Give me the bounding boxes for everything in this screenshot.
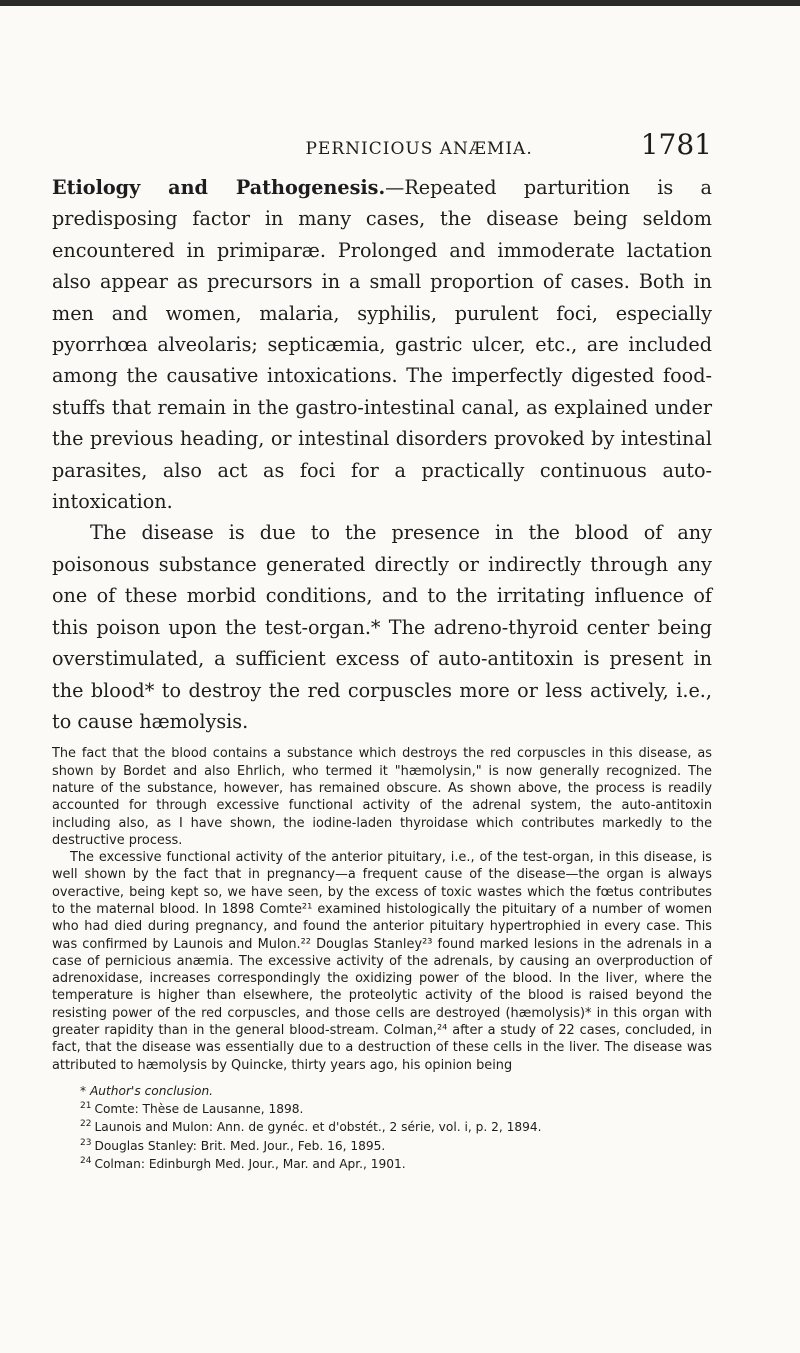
paragraph-cause: The disease is due to the presence in the blood of any poisonous substance generated directly or indirectly through any one of these morbid conditions, and to the irritating influence of this poison upon the test-organ.* The adreno-thyroid center being overstimulated, a sufficient excess of auto-antitoxin is present in the blood* to destroy the red corpuscles more or less actively, i.e., to cause hæmolysis. xyxy=(52,521,712,733)
footnote-mark: * xyxy=(80,1083,87,1098)
footnote-text: Launois and Mulon: Ann. de gynéc. et d'obstét., 2 série, vol. i, p. 2, 1894. xyxy=(94,1120,542,1135)
footnotes xyxy=(52,1084,712,1172)
footnote xyxy=(80,1136,712,1154)
footnote xyxy=(80,1154,712,1172)
small-paragraph-hemolysin: The fact that the blood contains a substance which destroys the red corpuscles in this disease, as shown by Bordet and also Ehrlich, who termed it "hæmolysin," is now generally recognized. The nature of the substance, however, has remained obscure. As shown above, the process is readily accounted for through excessive functional activity of the adrenal system, the auto-antitoxin including also, as I have shown, the iodine-laden thyroidase which contributes markedly to the destructive process. xyxy=(52,746,712,848)
page-number: 1781 xyxy=(640,128,712,161)
footnote xyxy=(80,1084,712,1099)
small-paragraph-pituitary: The excessive functional activity of the anterior pituitary, i.e., of the test-organ, in this disease, is well shown by the fact that in pregnancy—a frequent cause of the disease—the organ is always overactive, being kept so, we have seen, by the excess of toxic wastes which the fœtus contributes to the maternal blood. In 1898 Comte²¹ examined histologically the pituitary of a number of women who had died during pregnancy, and found the anterior pituitary hypertrophied in every case. This was confirmed by Launois and Mulon.²² Douglas Stanley²³ found marked lesions in the adrenals in a case of pernicious anæmia. The excessive activity of the adrenals, by causing an overproduction of adrenoxidase, increases correspondingly the oxidizing power of the blood. In the liver, where the temperature is higher than elsewhere, the proteolytic activity of the blood is raised beyond the resisting power of the red corpuscles, and those cells are destroyed (hæmolysis)* in this organ with greater rapidity than in the general blood-stream. Colman,²⁴ after a study of 22 cases, concluded, in fact, that the disease was essentially due to a destruction of these cells in the liver. The disease was attributed to hæmolysis by Quincke, thirty years ago, his opinion being xyxy=(52,850,712,1073)
top-border xyxy=(0,0,800,6)
page-header xyxy=(52,128,712,161)
running-title: PERNICIOUS ANÆMIA. xyxy=(305,139,533,159)
footnote-mark: 21 xyxy=(80,1101,92,1112)
footnote xyxy=(80,1117,712,1135)
footnote-text: Douglas Stanley: Brit. Med. Jour., Feb. 16, 1895. xyxy=(94,1138,386,1153)
small-print-block xyxy=(52,745,712,1074)
footnote-mark: 24 xyxy=(80,1155,92,1166)
paragraph-etiology-text: —Repeated parturition is a predisposing factor in many cases, the disease being seldom encountered in primiparæ. Prolonged and immoderate lactation also appear as precursors in a small proportion of cases. Both in men and women, malaria, syphilis, purulent foci, especially pyorrhœa alveolaris; septicæmia, gastric ulcer, etc., are included among the causative intoxications. The imperfectly digested food-stuffs that remain in the gastro-intestinal canal, as explained under the previous heading, or intestinal disorders provoked by intestinal parasites, also act as foci for a practically continuous auto-intoxication. xyxy=(52,176,712,514)
footnote-text: Author's conclusion. xyxy=(89,1083,214,1098)
footnote-mark: 22 xyxy=(80,1119,92,1130)
footnote-text: Comte: Thèse de Lausanne, 1898. xyxy=(94,1102,304,1117)
footnote-mark: 23 xyxy=(80,1137,92,1148)
paragraph-etiology xyxy=(52,172,712,517)
section-heading: Etiology and Pathogenesis. xyxy=(52,176,386,199)
footnote-text: Colman: Edinburgh Med. Jour., Mar. and Apr., 1901. xyxy=(94,1157,406,1172)
footnote xyxy=(80,1099,712,1117)
page-body xyxy=(52,172,712,1172)
